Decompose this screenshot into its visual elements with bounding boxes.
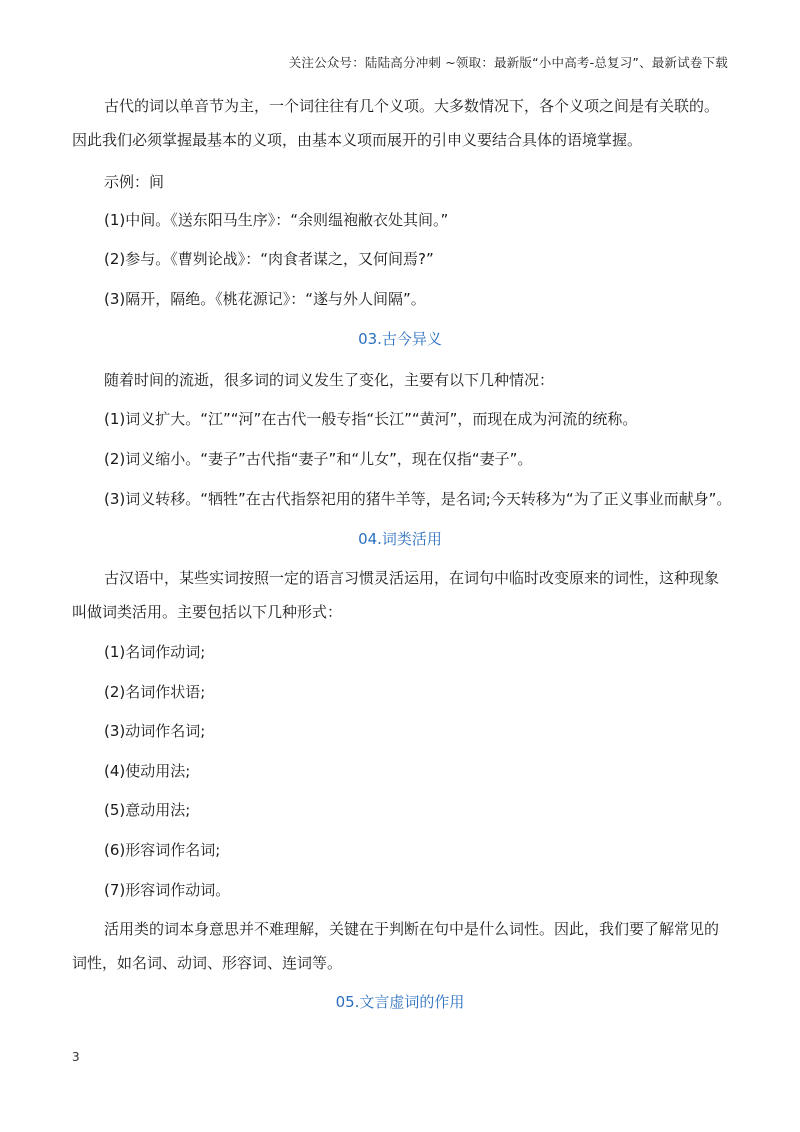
word-class-item-7: (7)形容词作动词。 — [104, 881, 231, 899]
example-item-3: (3)隔开，隔绝。《桃花源记》：“遂与外人间隔”。 — [104, 290, 426, 308]
word-class-conclusion-paragraph: 活用类的词本身意思并不难理解，关键在于判断在句中是什么词性。因此，我们要了解常见的词性，如名词、动词、形容词、连词等。 — [72, 920, 720, 972]
ancient-modern-item-3: (3)词义转移。“牺牲”在古代指祭祀用的猪牛羊等，是名词;今天转移为“为了正义事业而献身”。 — [104, 490, 732, 508]
example-label: 示例：间 — [104, 173, 165, 191]
word-class-item-2: (2)名词作状语; — [104, 683, 206, 701]
section-heading-ancient-modern: 03.古今异义 — [358, 330, 442, 348]
word-class-item-6: (6)形容词作名词; — [104, 841, 221, 859]
word-class-item-4: (4)使动用法; — [104, 762, 191, 780]
word-class-item-1: (1)名词作动词; — [104, 643, 206, 661]
ancient-modern-item-1: (1)词义扩大。“江”“河”在古代一般专指“长江”“黄河”，而现在成为河流的统称。 — [104, 410, 638, 428]
word-class-intro-paragraph: 古汉语中，某些实词按照一定的语言习惯灵活运用，在词句中临时改变原来的词性，这种现象叫做词类活用。主要包括以下几种形式： — [72, 569, 720, 621]
example-item-1: (1)中间。《送东阳马生序》：“余则缊袍敝衣处其间。” — [104, 211, 449, 229]
polysemy-intro-paragraph: 古代的词以单音节为主，一个词往往有几个义项。大多数情况下，各个义项之间是有关联的。因此我们必须掌握最基本的义项，由基本义项而展开的引申义要结合具体的语境掌握。 — [72, 97, 720, 149]
section-heading-function-words: 05.文言虚词的作用 — [335, 993, 465, 1011]
word-class-item-5: (5)意动用法; — [104, 801, 191, 819]
ancient-modern-item-2: (2)词义缩小。“妻子”古代指“妻子”和“儿女”，现在仅指“妻子”。 — [104, 450, 533, 468]
page-header: 关注公众号：陆陆高分冲刺 ~领取：最新版“小中高考-总复习”、最新试卷下载 — [288, 55, 728, 70]
section-heading-word-class: 04.词类活用 — [358, 530, 442, 548]
example-item-2: (2)参与。《曹刿论战》：“肉食者谋之，又何间焉?” — [104, 250, 434, 268]
ancient-modern-intro: 随着时间的流逝，很多词的词义发生了变化，主要有以下几种情况： — [104, 371, 555, 389]
page-number: 3 — [72, 1050, 80, 1064]
word-class-item-3: (3)动词作名词; — [104, 722, 206, 740]
